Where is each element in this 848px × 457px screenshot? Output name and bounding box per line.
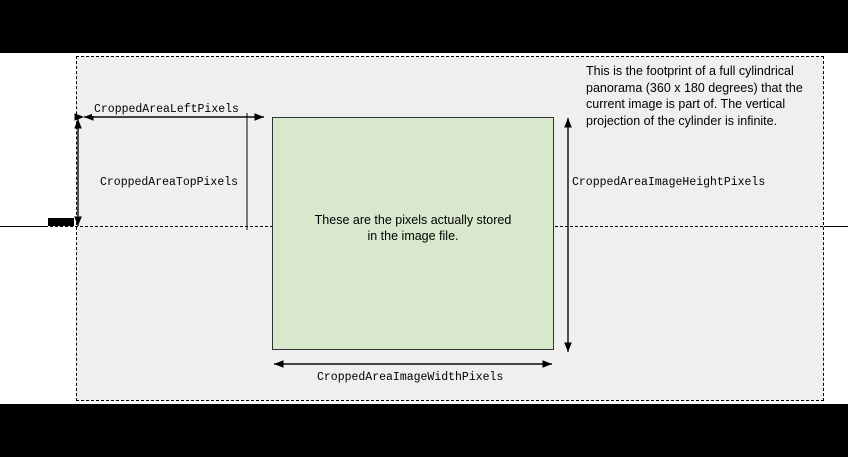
stored-pixels-rectangle [272, 117, 554, 350]
stored-pixels-caption-line1: These are the pixels actually stored [314, 213, 512, 227]
label-cropped-area-left-pixels: CroppedAreaLeftPixels [94, 103, 239, 116]
equator-left-solid-line [0, 226, 48, 227]
equator-right-solid-line [824, 226, 848, 227]
left-edge-marker [48, 218, 74, 226]
label-cropped-area-image-width-pixels: CroppedAreaImageWidthPixels [317, 371, 504, 384]
stored-pixels-caption-line2: in the image file. [367, 229, 459, 243]
label-cropped-area-top-pixels: CroppedAreaTopPixels [100, 176, 239, 189]
stored-pixels-caption [273, 212, 553, 244]
panorama-description-text: This is the footprint of a full cylindrical panorama (360 x 180 degrees) that the current image is part of. The vertical projection of the cylinder is infinite. [586, 64, 803, 128]
label-cropped-area-image-height-pixels: CroppedAreaImageHeightPixels [572, 176, 766, 189]
